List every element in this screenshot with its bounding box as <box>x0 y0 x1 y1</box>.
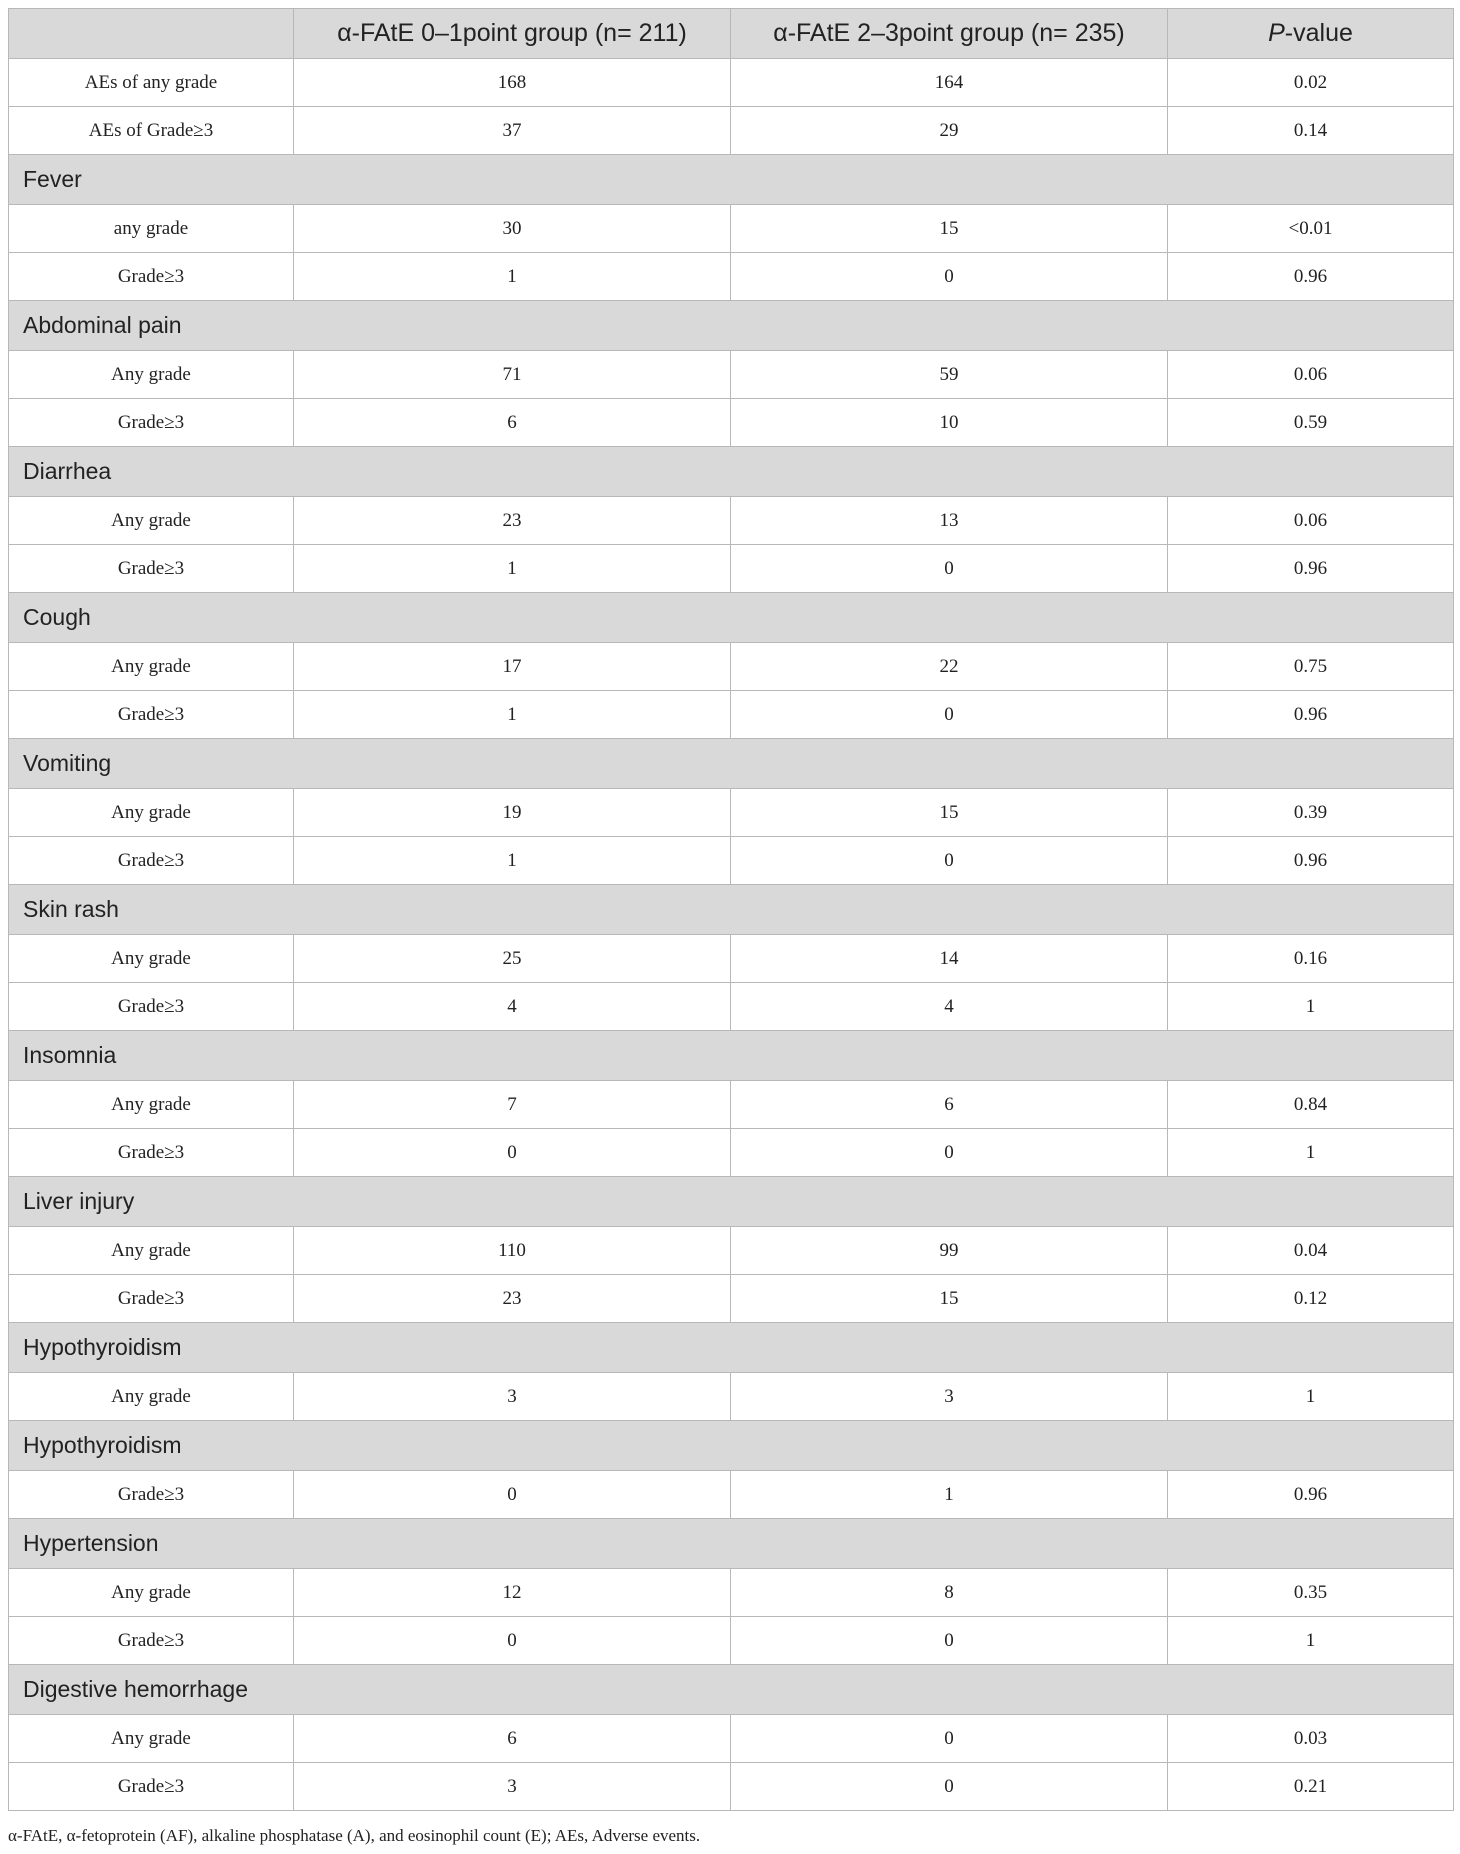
section-title: Abdominal pain <box>9 301 1454 351</box>
group-2-3-cell: 15 <box>731 1275 1168 1323</box>
group-0-1-cell: 30 <box>294 205 731 253</box>
row-label-cell: Any grade <box>9 643 294 691</box>
section-row <box>9 447 1454 497</box>
row-label-cell: Grade≥3 <box>9 253 294 301</box>
row-label-cell: Any grade <box>9 1081 294 1129</box>
header-row <box>9 9 1454 59</box>
row-label-cell: Any grade <box>9 1715 294 1763</box>
section-title: Insomnia <box>9 1031 1454 1081</box>
p-value-cell: 0.75 <box>1168 643 1454 691</box>
group-2-3-cell: 0 <box>731 545 1168 593</box>
table-row <box>9 1715 1454 1763</box>
group-0-1-cell: 168 <box>294 59 731 107</box>
group-2-3-cell: 0 <box>731 1617 1168 1665</box>
section-row <box>9 593 1454 643</box>
table-row <box>9 691 1454 739</box>
group-0-1-cell: 6 <box>294 1715 731 1763</box>
p-value-cell: 0.35 <box>1168 1569 1454 1617</box>
row-label-cell: Grade≥3 <box>9 1275 294 1323</box>
group-0-1-cell: 19 <box>294 789 731 837</box>
row-label-cell: Grade≥3 <box>9 1617 294 1665</box>
group-2-3-cell: 0 <box>731 1129 1168 1177</box>
p-italic-label: P <box>1268 19 1285 47</box>
section-title: Liver injury <box>9 1177 1454 1227</box>
section-title: Hypothyroidism <box>9 1421 1454 1471</box>
p-value-cell: 0.16 <box>1168 935 1454 983</box>
p-value-cell: 0.06 <box>1168 351 1454 399</box>
p-value-cell: 0.06 <box>1168 497 1454 545</box>
group-2-3-cell: 4 <box>731 983 1168 1031</box>
section-title: Digestive hemorrhage <box>9 1665 1454 1715</box>
group-2-3-cell: 0 <box>731 1763 1168 1811</box>
group-0-1-cell: 17 <box>294 643 731 691</box>
p-value-suffix: -value <box>1284 19 1353 47</box>
p-value-cell: 0.39 <box>1168 789 1454 837</box>
group-2-3-cell: 22 <box>731 643 1168 691</box>
group-2-3-cell: 0 <box>731 1715 1168 1763</box>
group-2-3-cell: 8 <box>731 1569 1168 1617</box>
group-0-1-cell: 110 <box>294 1227 731 1275</box>
group-0-1-cell: 1 <box>294 545 731 593</box>
table-row <box>9 935 1454 983</box>
table-row <box>9 1471 1454 1519</box>
section-title: Cough <box>9 593 1454 643</box>
group-0-1-cell: 25 <box>294 935 731 983</box>
section-row <box>9 885 1454 935</box>
table-row <box>9 497 1454 545</box>
p-value-cell: 0.14 <box>1168 107 1454 155</box>
row-label-cell: Any grade <box>9 935 294 983</box>
group-2-3-cell: 29 <box>731 107 1168 155</box>
table-row <box>9 1617 1454 1665</box>
group-2-3-cell: 14 <box>731 935 1168 983</box>
row-label-cell: AEs of Grade≥3 <box>9 107 294 155</box>
group-2-3-cell: 59 <box>731 351 1168 399</box>
p-value-cell: 0.96 <box>1168 545 1454 593</box>
p-value-cell: 0.84 <box>1168 1081 1454 1129</box>
p-value-cell: 0.96 <box>1168 253 1454 301</box>
group-0-1-cell: 6 <box>294 399 731 447</box>
table-row <box>9 983 1454 1031</box>
row-label-cell: Grade≥3 <box>9 691 294 739</box>
group-0-1-cell: 37 <box>294 107 731 155</box>
section-row <box>9 739 1454 789</box>
group-0-1-cell: 0 <box>294 1129 731 1177</box>
row-label-cell: Grade≥3 <box>9 1129 294 1177</box>
section-row <box>9 155 1454 205</box>
group-2-3-cell: 164 <box>731 59 1168 107</box>
p-value-cell: 0.96 <box>1168 1471 1454 1519</box>
p-value-cell: 0.59 <box>1168 399 1454 447</box>
table-row <box>9 1763 1454 1811</box>
header-cell-group-0-1: α-FAtE 0–1point group (n= 211) <box>294 9 731 59</box>
p-value-cell: 0.96 <box>1168 837 1454 885</box>
p-value-cell: 1 <box>1168 1129 1454 1177</box>
section-title: Hypothyroidism <box>9 1323 1454 1373</box>
row-label-cell: Grade≥3 <box>9 983 294 1031</box>
group-2-3-cell: 15 <box>731 789 1168 837</box>
table-row <box>9 1081 1454 1129</box>
section-title: Hypertension <box>9 1519 1454 1569</box>
table-row <box>9 545 1454 593</box>
row-label-cell: Grade≥3 <box>9 399 294 447</box>
group-0-1-cell: 3 <box>294 1373 731 1421</box>
section-row <box>9 1323 1454 1373</box>
section-title: Vomiting <box>9 739 1454 789</box>
table-row <box>9 643 1454 691</box>
p-value-cell: 1 <box>1168 1617 1454 1665</box>
group-0-1-cell: 1 <box>294 253 731 301</box>
p-value-cell: 0.03 <box>1168 1715 1454 1763</box>
group-2-3-cell: 6 <box>731 1081 1168 1129</box>
section-title: Diarrhea <box>9 447 1454 497</box>
row-label-cell: Any grade <box>9 1373 294 1421</box>
group-0-1-cell: 23 <box>294 1275 731 1323</box>
table-row <box>9 837 1454 885</box>
row-label-cell: Any grade <box>9 351 294 399</box>
table-body <box>9 59 1454 1811</box>
p-value-cell: 1 <box>1168 1373 1454 1421</box>
group-2-3-cell: 0 <box>731 253 1168 301</box>
p-value-cell: 0.21 <box>1168 1763 1454 1811</box>
table-row <box>9 1227 1454 1275</box>
header-cell-p-value <box>1168 9 1454 59</box>
table-row <box>9 351 1454 399</box>
row-label-cell: Any grade <box>9 1227 294 1275</box>
p-value-cell: 0.04 <box>1168 1227 1454 1275</box>
p-value-cell: 0.96 <box>1168 691 1454 739</box>
row-label-cell: AEs of any grade <box>9 59 294 107</box>
group-0-1-cell: 0 <box>294 1471 731 1519</box>
section-row <box>9 1177 1454 1227</box>
table-row <box>9 1569 1454 1617</box>
group-0-1-cell: 4 <box>294 983 731 1031</box>
adverse-events-table-container <box>8 8 1453 1811</box>
section-row <box>9 1031 1454 1081</box>
p-value-cell: <0.01 <box>1168 205 1454 253</box>
group-2-3-cell: 10 <box>731 399 1168 447</box>
group-2-3-cell: 1 <box>731 1471 1168 1519</box>
row-label-cell: Any grade <box>9 1569 294 1617</box>
group-0-1-cell: 71 <box>294 351 731 399</box>
section-row <box>9 1519 1454 1569</box>
row-label-cell: Grade≥3 <box>9 545 294 593</box>
table-row <box>9 59 1454 107</box>
table-row <box>9 107 1454 155</box>
group-0-1-cell: 12 <box>294 1569 731 1617</box>
row-label-cell: Any grade <box>9 497 294 545</box>
group-2-3-cell: 15 <box>731 205 1168 253</box>
group-0-1-cell: 7 <box>294 1081 731 1129</box>
group-0-1-cell: 3 <box>294 1763 731 1811</box>
row-label-cell: Grade≥3 <box>9 837 294 885</box>
section-title: Fever <box>9 155 1454 205</box>
table-header <box>9 9 1454 59</box>
row-label-cell: any grade <box>9 205 294 253</box>
group-0-1-cell: 1 <box>294 691 731 739</box>
group-0-1-cell: 0 <box>294 1617 731 1665</box>
p-value-cell: 0.12 <box>1168 1275 1454 1323</box>
table-row <box>9 205 1454 253</box>
table-row <box>9 1373 1454 1421</box>
section-row <box>9 1421 1454 1471</box>
header-cell-group-2-3: α-FAtE 2–3point group (n= 235) <box>731 9 1168 59</box>
p-value-cell: 1 <box>1168 983 1454 1031</box>
table-footnote: α-FAtE, α-fetoprotein (AF), alkaline phosphatase (A), and eosinophil count (E); AEs, Adverse events. <box>8 1826 701 1845</box>
table-row <box>9 399 1454 447</box>
group-2-3-cell: 0 <box>731 691 1168 739</box>
table-row <box>9 253 1454 301</box>
row-label-cell: Grade≥3 <box>9 1471 294 1519</box>
group-2-3-cell: 0 <box>731 837 1168 885</box>
table-row <box>9 1129 1454 1177</box>
section-row <box>9 301 1454 351</box>
header-cell-label <box>9 9 294 59</box>
group-2-3-cell: 13 <box>731 497 1168 545</box>
table-row <box>9 789 1454 837</box>
row-label-cell: Any grade <box>9 789 294 837</box>
group-0-1-cell: 23 <box>294 497 731 545</box>
group-2-3-cell: 99 <box>731 1227 1168 1275</box>
section-title: Skin rash <box>9 885 1454 935</box>
adverse-events-table <box>8 8 1454 1811</box>
group-0-1-cell: 1 <box>294 837 731 885</box>
p-value-cell: 0.02 <box>1168 59 1454 107</box>
section-row <box>9 1665 1454 1715</box>
row-label-cell: Grade≥3 <box>9 1763 294 1811</box>
group-2-3-cell: 3 <box>731 1373 1168 1421</box>
table-row <box>9 1275 1454 1323</box>
